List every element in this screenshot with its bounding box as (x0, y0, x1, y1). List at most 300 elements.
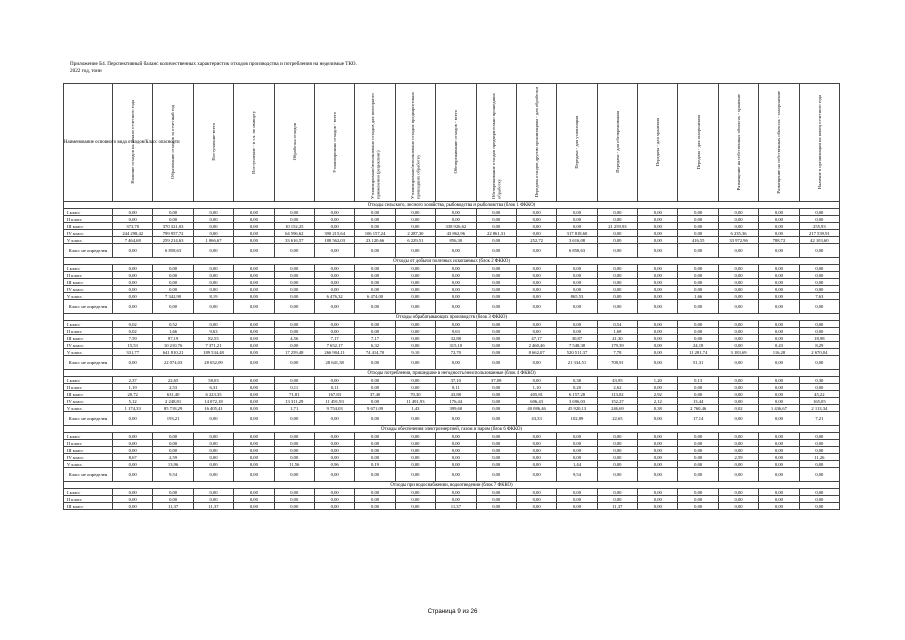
column-header-label: Передача - для утилизации (574, 115, 580, 169)
value-cell: 0,00 (759, 209, 799, 216)
value-cell: 0,00 (718, 503, 758, 510)
value-cell: 0,00 (274, 489, 314, 496)
value-cell: 0,00 (113, 433, 153, 440)
value-cell: 0,00 (678, 454, 718, 461)
value-cell: 0,00 (274, 454, 314, 461)
table-row (64, 503, 840, 510)
value-cell: 0,00 (638, 356, 678, 370)
value-cell: 11 281,74 (678, 349, 718, 356)
value-cell: 0,00 (234, 461, 274, 468)
column-header (597, 84, 637, 202)
column-header-label: Утилизировано/использовано отходов предварительно прошедших обработку (410, 92, 421, 199)
value-cell: 0,00 (638, 279, 678, 286)
hazard-class-cell: II класс (64, 216, 113, 223)
section-row (64, 202, 840, 209)
value-cell: 0,00 (718, 300, 758, 314)
value-cell: 0,00 (718, 433, 758, 440)
value-cell: 0,00 (718, 272, 758, 279)
value-cell: 0,00 (638, 300, 678, 314)
value-cell: 0,00 (476, 447, 516, 454)
value-cell: 0,00 (516, 461, 556, 468)
value-cell: 0,00 (718, 461, 758, 468)
column-header (678, 84, 718, 202)
value-cell: 0,00 (193, 468, 233, 482)
value-cell: 0,00 (516, 244, 556, 258)
column-header (638, 84, 678, 202)
hazard-class-cell: II класс (64, 328, 113, 335)
value-cell: 0,00 (638, 342, 678, 349)
value-cell: 6 858,63 (153, 244, 193, 258)
value-cell: 373,70 (113, 223, 153, 230)
value-cell: 0,00 (516, 489, 556, 496)
hazard-class-cell: III класс (64, 335, 113, 342)
value-cell: 0,00 (799, 356, 839, 370)
value-cell: 399,60 (436, 405, 476, 412)
value-cell: 9,54 (557, 468, 597, 482)
value-cell: 0,00 (718, 216, 758, 223)
page-number: Страница 9 из 26 (427, 608, 478, 615)
value-cell: 0,00 (113, 272, 153, 279)
hazard-class-cell: IV класс (64, 230, 113, 237)
value-cell: 0,00 (476, 265, 516, 272)
column-header (355, 84, 395, 202)
value-cell: 176,44 (436, 398, 476, 405)
value-cell: 64 596,62 (274, 230, 314, 237)
value-cell: 0,00 (395, 377, 435, 384)
hazard-class-cell: II класс (64, 384, 113, 391)
table-row (64, 468, 840, 482)
hazard-class-cell: I класс (64, 489, 113, 496)
value-cell: 0,00 (274, 321, 314, 328)
column-header (718, 84, 758, 202)
value-cell: 2,92 (638, 391, 678, 398)
waste-balance-table (63, 83, 840, 510)
value-cell: 0,00 (718, 391, 758, 398)
value-cell: 0,00 (395, 335, 435, 342)
value-cell: 0,00 (355, 272, 395, 279)
value-cell: 0,54 (597, 321, 637, 328)
value-cell: 0,00 (395, 384, 435, 391)
value-cell: 0,00 (476, 412, 516, 426)
value-cell: 0,00 (638, 384, 678, 391)
value-cell: 0,00 (638, 216, 678, 223)
value-cell: 0,00 (395, 244, 435, 258)
value-cell: 0,00 (193, 433, 233, 440)
value-cell: 0,00 (799, 328, 839, 335)
value-cell: 0,00 (759, 272, 799, 279)
table-row (64, 405, 840, 412)
value-cell: 3 696,03 (557, 398, 597, 405)
value-cell: 11,37 (153, 503, 193, 510)
value-cell: 0,00 (314, 244, 354, 258)
column-header-label: Передача отходов другим организациям - для обработки (533, 86, 539, 198)
value-cell: 0,00 (234, 356, 274, 370)
value-cell: 0,00 (718, 412, 758, 426)
value-cell: 0,00 (314, 503, 354, 510)
value-cell: 0,02 (718, 405, 758, 412)
value-cell: 0,00 (193, 454, 233, 461)
value-cell: 0,00 (314, 447, 354, 454)
column-header (436, 84, 476, 202)
value-cell: 28 641,38 (314, 356, 354, 370)
value-cell: 0,00 (557, 286, 597, 293)
section-title: Отходы сельского, лесного хозяйства, рыбоводства и рыболовства (блок 1 ФККО) (64, 202, 840, 209)
value-cell: 0,00 (799, 489, 839, 496)
value-cell: 11,37 (193, 503, 233, 510)
title-line-2: 2022 год, тонн (70, 68, 102, 74)
value-cell: 0,00 (678, 461, 718, 468)
section-row (64, 482, 840, 489)
value-cell: 22,65 (597, 412, 637, 426)
value-cell: 2 460,46 (516, 342, 556, 349)
value-cell: 0,00 (799, 447, 839, 454)
value-cell: 0,00 (678, 279, 718, 286)
value-cell: 0,00 (476, 328, 516, 335)
value-cell: 11 491,93 (314, 398, 354, 405)
value-cell: 0,00 (516, 503, 556, 510)
value-cell: 9,63 (193, 328, 233, 335)
value-cell: 7 652,17 (314, 342, 354, 349)
value-cell: 0,00 (476, 398, 516, 405)
value-cell: 0,00 (516, 265, 556, 272)
value-cell: 0,00 (476, 209, 516, 216)
value-cell: 0,00 (395, 321, 435, 328)
value-cell: 0,00 (436, 356, 476, 370)
value-cell: 43,95 (597, 377, 637, 384)
value-cell: 0,00 (597, 244, 637, 258)
value-cell: 8,19 (193, 293, 233, 300)
value-cell: 0,00 (314, 286, 354, 293)
value-cell: 0,00 (678, 447, 718, 454)
table-row (64, 293, 840, 300)
value-cell: 0,11 (274, 384, 314, 391)
section-row (64, 426, 840, 433)
column-header-label: Поступление - в т.ч. по импорту (251, 110, 257, 174)
value-cell: 2,59 (153, 454, 193, 461)
value-cell: 0,00 (557, 279, 597, 286)
value-cell: 0,00 (234, 349, 274, 356)
value-cell: 0,00 (557, 216, 597, 223)
value-cell: 0,00 (516, 496, 556, 503)
value-cell: 0,00 (355, 300, 395, 314)
value-cell: 0,00 (597, 286, 637, 293)
value-cell: 0,00 (638, 265, 678, 272)
value-cell: 0,00 (193, 412, 233, 426)
value-cell: 6 858,63 (557, 244, 597, 258)
value-cell: 315,10 (436, 342, 476, 349)
value-cell: 0,00 (193, 279, 233, 286)
value-cell: 0,00 (274, 433, 314, 440)
value-cell: 0,00 (355, 286, 395, 293)
hazard-class-cell: II класс (64, 272, 113, 279)
table-row (64, 489, 840, 496)
value-cell: 1 066,67 (193, 237, 233, 244)
table-row (64, 335, 840, 342)
value-cell: 0,00 (355, 223, 395, 230)
value-cell: 0,00 (638, 440, 678, 447)
value-cell: 0,00 (759, 391, 799, 398)
value-cell: 0,00 (274, 293, 314, 300)
value-cell: 0,00 (314, 300, 354, 314)
value-cell: 0,00 (476, 489, 516, 496)
table-row (64, 237, 840, 244)
value-cell: 0,00 (153, 489, 193, 496)
value-cell: 5,12 (113, 398, 153, 405)
value-cell: 0,00 (678, 335, 718, 342)
value-cell: 0,00 (799, 216, 839, 223)
column-header (274, 84, 314, 202)
hazard-class-cell: III класс (64, 223, 113, 230)
value-cell: 0,00 (516, 321, 556, 328)
value-cell: 0,00 (718, 377, 758, 384)
value-cell: 1,10 (516, 384, 556, 391)
value-cell: 0,00 (759, 265, 799, 272)
value-cell: 22 074,03 (153, 356, 193, 370)
value-cell: 0,00 (718, 321, 758, 328)
section-title: Отходы обеспечения электроэнергией, газом и паром (блок 6 ФККО) (64, 426, 840, 433)
value-cell: 0,00 (516, 272, 556, 279)
value-cell: 6,32 (355, 342, 395, 349)
value-cell: 0,02 (113, 321, 153, 328)
value-cell: 0,00 (476, 349, 516, 356)
table-row (64, 461, 840, 468)
value-cell: 0,00 (799, 384, 839, 391)
value-cell: 0,00 (799, 461, 839, 468)
table-row (64, 223, 840, 230)
value-cell: 0,00 (597, 272, 637, 279)
value-cell: 0,00 (436, 412, 476, 426)
value-cell: 0,00 (436, 286, 476, 293)
value-cell: 0,00 (193, 209, 233, 216)
value-cell: 1,44 (557, 461, 597, 468)
value-cell: 520 511,37 (557, 349, 597, 356)
value-cell: 37,40 (355, 391, 395, 398)
value-cell: 0,00 (274, 216, 314, 223)
value-cell: 0,00 (234, 391, 274, 398)
value-cell: 0,00 (395, 433, 435, 440)
value-cell: 0,00 (234, 300, 274, 314)
value-cell: 0,00 (718, 356, 758, 370)
value-cell: 0,00 (395, 447, 435, 454)
value-cell: 9 754,03 (314, 405, 354, 412)
hazard-class-cell: Класс не определен (64, 300, 113, 314)
value-cell: 0,00 (557, 328, 597, 335)
value-cell: 1,19 (113, 384, 153, 391)
value-cell: 0,00 (113, 440, 153, 447)
value-cell: 0,00 (436, 454, 476, 461)
value-cell: 0,00 (476, 321, 516, 328)
value-cell: 0,00 (759, 293, 799, 300)
value-cell: 10 210,76 (153, 342, 193, 349)
value-cell: 8,67 (113, 454, 153, 461)
value-cell: 0,00 (314, 377, 354, 384)
value-cell: 0,00 (234, 377, 274, 384)
column-header-label: Обработка отходов (291, 123, 297, 161)
value-cell: 0,00 (234, 286, 274, 293)
hazard-class-cell: II класс (64, 440, 113, 447)
value-cell: 7,21 (799, 412, 839, 426)
table-row (64, 398, 840, 405)
value-cell: 0,00 (516, 468, 556, 482)
table-row (64, 384, 840, 391)
value-cell: 0,00 (759, 461, 799, 468)
value-cell: 0,00 (638, 412, 678, 426)
value-cell: 0,00 (274, 496, 314, 503)
value-cell: 0,00 (193, 496, 233, 503)
value-cell: 0,00 (718, 209, 758, 216)
column-header (516, 84, 556, 202)
value-cell: 0,00 (274, 328, 314, 335)
hazard-class-cell: V класс (64, 405, 113, 412)
value-cell: 0,00 (759, 503, 799, 510)
value-cell: 0,00 (436, 447, 476, 454)
value-cell: 0,00 (153, 440, 193, 447)
value-cell: 0,00 (718, 293, 758, 300)
value-cell: 0,00 (395, 489, 435, 496)
value-cell: 0,00 (597, 489, 637, 496)
value-cell: 0,00 (355, 454, 395, 461)
value-cell: 2 670,04 (799, 349, 839, 356)
value-cell: 0,00 (274, 468, 314, 482)
value-cell: 0,00 (355, 265, 395, 272)
value-cell: 0,00 (153, 300, 193, 314)
column-header (476, 84, 516, 202)
value-cell: 0,00 (314, 489, 354, 496)
value-cell: 11,37 (436, 503, 476, 510)
value-cell: 11,26 (799, 454, 839, 461)
value-cell: 7,17 (355, 335, 395, 342)
value-cell: 631,40 (153, 391, 193, 398)
value-cell: 331,77 (113, 349, 153, 356)
value-cell: 0,00 (718, 398, 758, 405)
table-row (64, 300, 840, 314)
document-title (70, 61, 357, 75)
value-cell: 0,00 (314, 454, 354, 461)
value-cell: 0,00 (234, 468, 274, 482)
value-cell: 167,83 (314, 391, 354, 398)
hazard-class-cell: I класс (64, 265, 113, 272)
value-cell: 0,00 (597, 237, 637, 244)
value-cell: 0,00 (718, 342, 758, 349)
value-cell: 0,00 (799, 265, 839, 272)
value-cell: 0,00 (355, 412, 395, 426)
value-cell: 0,00 (113, 447, 153, 454)
value-cell: 0,00 (597, 279, 637, 286)
value-cell: 0,00 (516, 447, 556, 454)
value-cell: 0,00 (557, 503, 597, 510)
value-cell: 13,96 (153, 461, 193, 468)
column-header-label: Передача - для хранения (655, 117, 661, 167)
value-cell: 37,08 (476, 377, 516, 384)
value-cell: 0,00 (476, 503, 516, 510)
value-cell: 0,00 (193, 286, 233, 293)
value-cell: 0,00 (557, 223, 597, 230)
value-cell: 7 371,21 (193, 342, 233, 349)
value-cell: 0,00 (274, 503, 314, 510)
value-cell: 7,78 (597, 349, 637, 356)
value-cell: 0,00 (557, 209, 597, 216)
value-cell: 0,00 (395, 223, 435, 230)
value-cell: 0,00 (678, 230, 718, 237)
value-cell: 0,00 (153, 286, 193, 293)
value-cell: 0,00 (113, 293, 153, 300)
value-cell: 179,39 (597, 342, 637, 349)
value-cell: 0,00 (718, 468, 758, 482)
value-cell: 6 223,35 (193, 391, 233, 398)
value-cell: 6 474,00 (355, 293, 395, 300)
value-cell: 30,87 (557, 335, 597, 342)
value-cell: 0,00 (678, 503, 718, 510)
value-cell: 0,00 (476, 272, 516, 279)
value-cell: 0,00 (314, 216, 354, 223)
hazard-class-cell: I класс (64, 209, 113, 216)
value-cell: 0,00 (193, 265, 233, 272)
value-cell: 0,00 (516, 440, 556, 447)
value-cell: 0,00 (759, 377, 799, 384)
column-header (234, 84, 274, 202)
hazard-class-cell: I класс (64, 377, 113, 384)
column-header-label: Обезвреживание отходов предварительно прошедших обработку (490, 93, 502, 199)
value-cell: 0,00 (678, 321, 718, 328)
value-cell: 0,00 (355, 279, 395, 286)
table-row (64, 286, 840, 293)
value-cell: 0,00 (799, 433, 839, 440)
value-cell: 0,00 (314, 328, 354, 335)
value-cell: 106 157,24 (355, 230, 395, 237)
value-cell: 189 534,48 (193, 349, 233, 356)
value-cell: 0,00 (395, 440, 435, 447)
value-cell: 0,00 (234, 279, 274, 286)
value-cell: 72,70 (436, 349, 476, 356)
value-cell: 0,00 (597, 293, 637, 300)
value-cell: 51,31 (678, 356, 718, 370)
value-cell: 0,00 (274, 440, 314, 447)
value-cell: 0,00 (759, 223, 799, 230)
value-cell: 0,00 (557, 300, 597, 314)
value-cell: 0,00 (436, 489, 476, 496)
value-cell: 708,91 (597, 356, 637, 370)
value-cell: 43,33 (516, 412, 556, 426)
value-cell: 0,00 (193, 272, 233, 279)
value-cell: 0,00 (678, 216, 718, 223)
value-cell: 0,00 (476, 223, 516, 230)
value-cell: 0,00 (516, 209, 556, 216)
value-cell: 0,00 (516, 300, 556, 314)
value-cell: 0,00 (274, 272, 314, 279)
value-cell: 0,00 (355, 216, 395, 223)
table-row (64, 272, 840, 279)
value-cell: 3 616,08 (557, 237, 597, 244)
value-cell: 0,00 (678, 328, 718, 335)
value-cell: 0,00 (234, 209, 274, 216)
column-header-label: Наличие в организации на конец отчетного года (816, 94, 822, 190)
value-cell: 0,00 (638, 433, 678, 440)
value-cell: 0,00 (638, 489, 678, 496)
column-header-label: Поступление-всего (210, 123, 216, 161)
value-cell: 0,00 (476, 300, 516, 314)
value-cell: 0,00 (597, 496, 637, 503)
value-cell: 0,00 (759, 216, 799, 223)
value-cell: 0,38 (557, 377, 597, 384)
hazard-class-cell: IV класс (64, 398, 113, 405)
value-cell: 0,00 (436, 279, 476, 286)
value-cell: 85 718,29 (153, 405, 193, 412)
value-cell: 0,00 (355, 244, 395, 258)
value-cell: 0,00 (638, 349, 678, 356)
value-cell: 40 086,46 (516, 405, 556, 412)
value-cell: 0,00 (678, 223, 718, 230)
value-cell: 0,00 (638, 328, 678, 335)
